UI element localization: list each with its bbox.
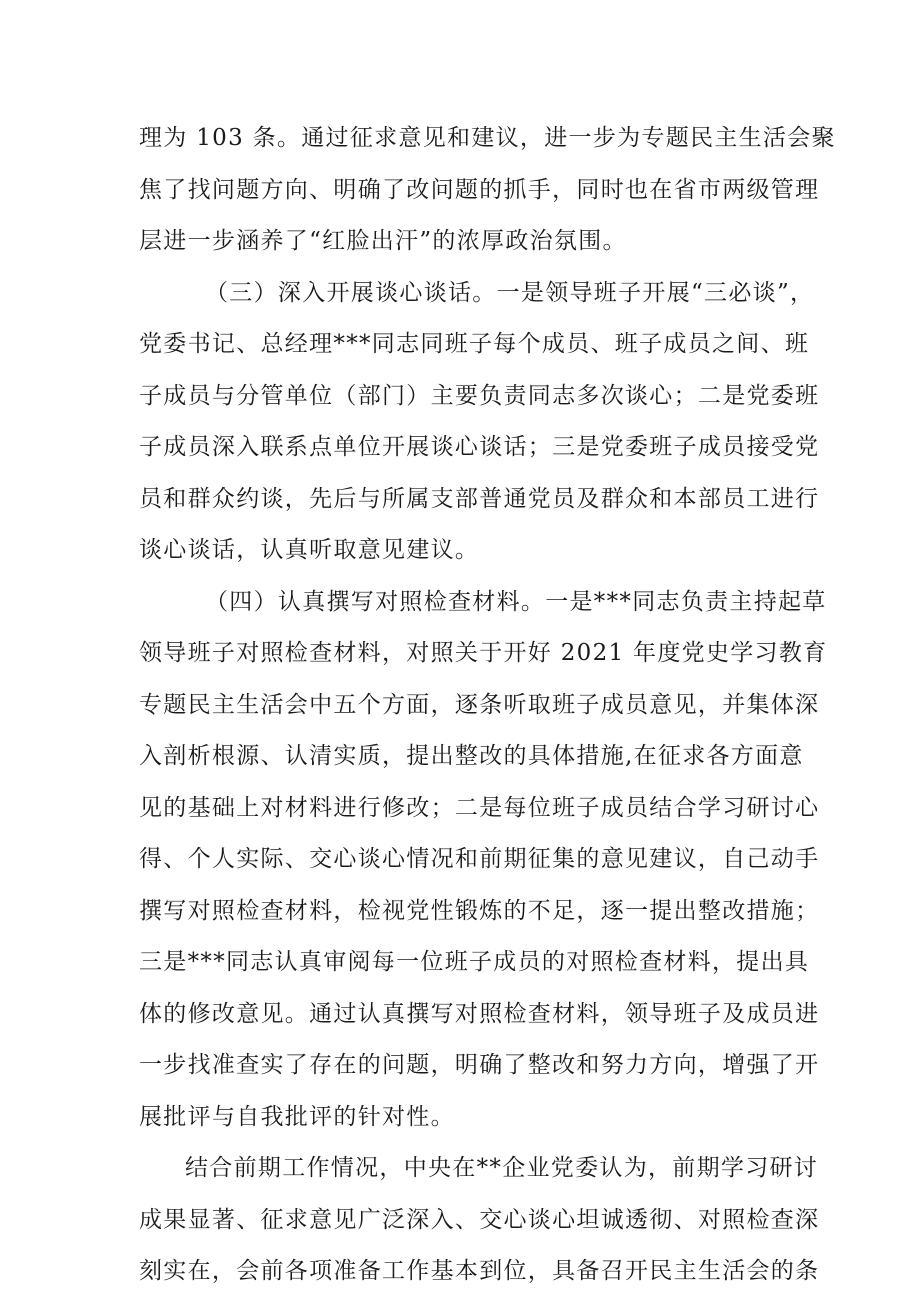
- paragraph-line: 体的修改意见。通过认真撰写对照检查材料，领导班子及成员进: [139, 1000, 820, 1027]
- paragraph-line: （四）认真撰写对照检查材料。一是***同志负责主持起草: [205, 588, 827, 615]
- paragraph-line: 党委书记、总经理***同志同班子每个成员、班子成员之间、班: [139, 331, 810, 357]
- paragraph-line: 层进一步涵养了“红脸出汗”的浓厚政治氛围。: [139, 228, 627, 254]
- paragraph-1: [139, 113, 836, 268]
- paragraph-line: 焦了找问题方向、明确了改问题的抓手，同时也在省市两级管理: [139, 176, 820, 203]
- paragraph-4: [139, 1143, 820, 1298]
- paragraph-line: 子成员深入联系点单位开展谈心谈话；三是党委班子成员接受党: [139, 434, 820, 460]
- paragraph-line: 理为 103 条。通过征求意见和建议，进一步为专题民主生活会聚: [139, 125, 836, 151]
- paragraph-line: 结合前期工作情况，中央在**企业党委认为，前期学习研讨: [185, 1155, 819, 1181]
- paragraph-line: 专题民主生活会中五个方面，逐条听取班子成员意见，并集体深: [139, 691, 820, 718]
- paragraph-line: 子成员与分管单位（部门）主要负责同志多次谈心；二是党委班: [139, 382, 820, 409]
- paragraph-line: 得、个人实际、交心谈心情况和前期征集的意见建议，自己动手: [139, 846, 820, 872]
- paragraph-line: 刻实在，会前各项准备工作基本到位，具备召开民主生活会的条: [139, 1258, 820, 1284]
- paragraph-line: （三）深入开展谈心谈话。一是领导班子开展“三必谈”，: [205, 279, 815, 306]
- paragraph-line: 一步找准查实了存在的问题，明确了整改和努力方向，增强了开: [139, 1052, 820, 1078]
- paragraph-line: 三是***同志认真审阅每一位班子成员的对照检查材料，提出具: [139, 949, 810, 975]
- paragraph-3: [139, 577, 828, 1144]
- paragraph-line: 展批评与自我批评的针对性。: [139, 1103, 455, 1130]
- paragraph-line: 员和群众约谈，先后与所属支部普通党员及群众和本部员工进行: [139, 485, 820, 512]
- document-body: [139, 113, 836, 1298]
- paragraph-line: 见的基础上对材料进行修改；二是每位班子成员结合学习研讨心: [139, 794, 820, 821]
- paragraph-line: 撰写对照检查材料，检视党性锻炼的不足，逐一提出整改措施；: [139, 897, 820, 924]
- paragraph-line: 领导班子对照检查材料，对照关于开好 2021 年度党史学习教育: [139, 640, 828, 666]
- paragraph-line: 入剖析根源、认清实质，提出整改的具体措施,在征求各方面意: [139, 743, 804, 769]
- paragraph-line: 成果显著、征求意见广泛深入、交心谈心坦诚透彻、对照检查深: [139, 1206, 820, 1233]
- paragraph-2: [139, 268, 820, 577]
- paragraph-line: 谈心谈话，认真听取意见建议。: [139, 537, 480, 563]
